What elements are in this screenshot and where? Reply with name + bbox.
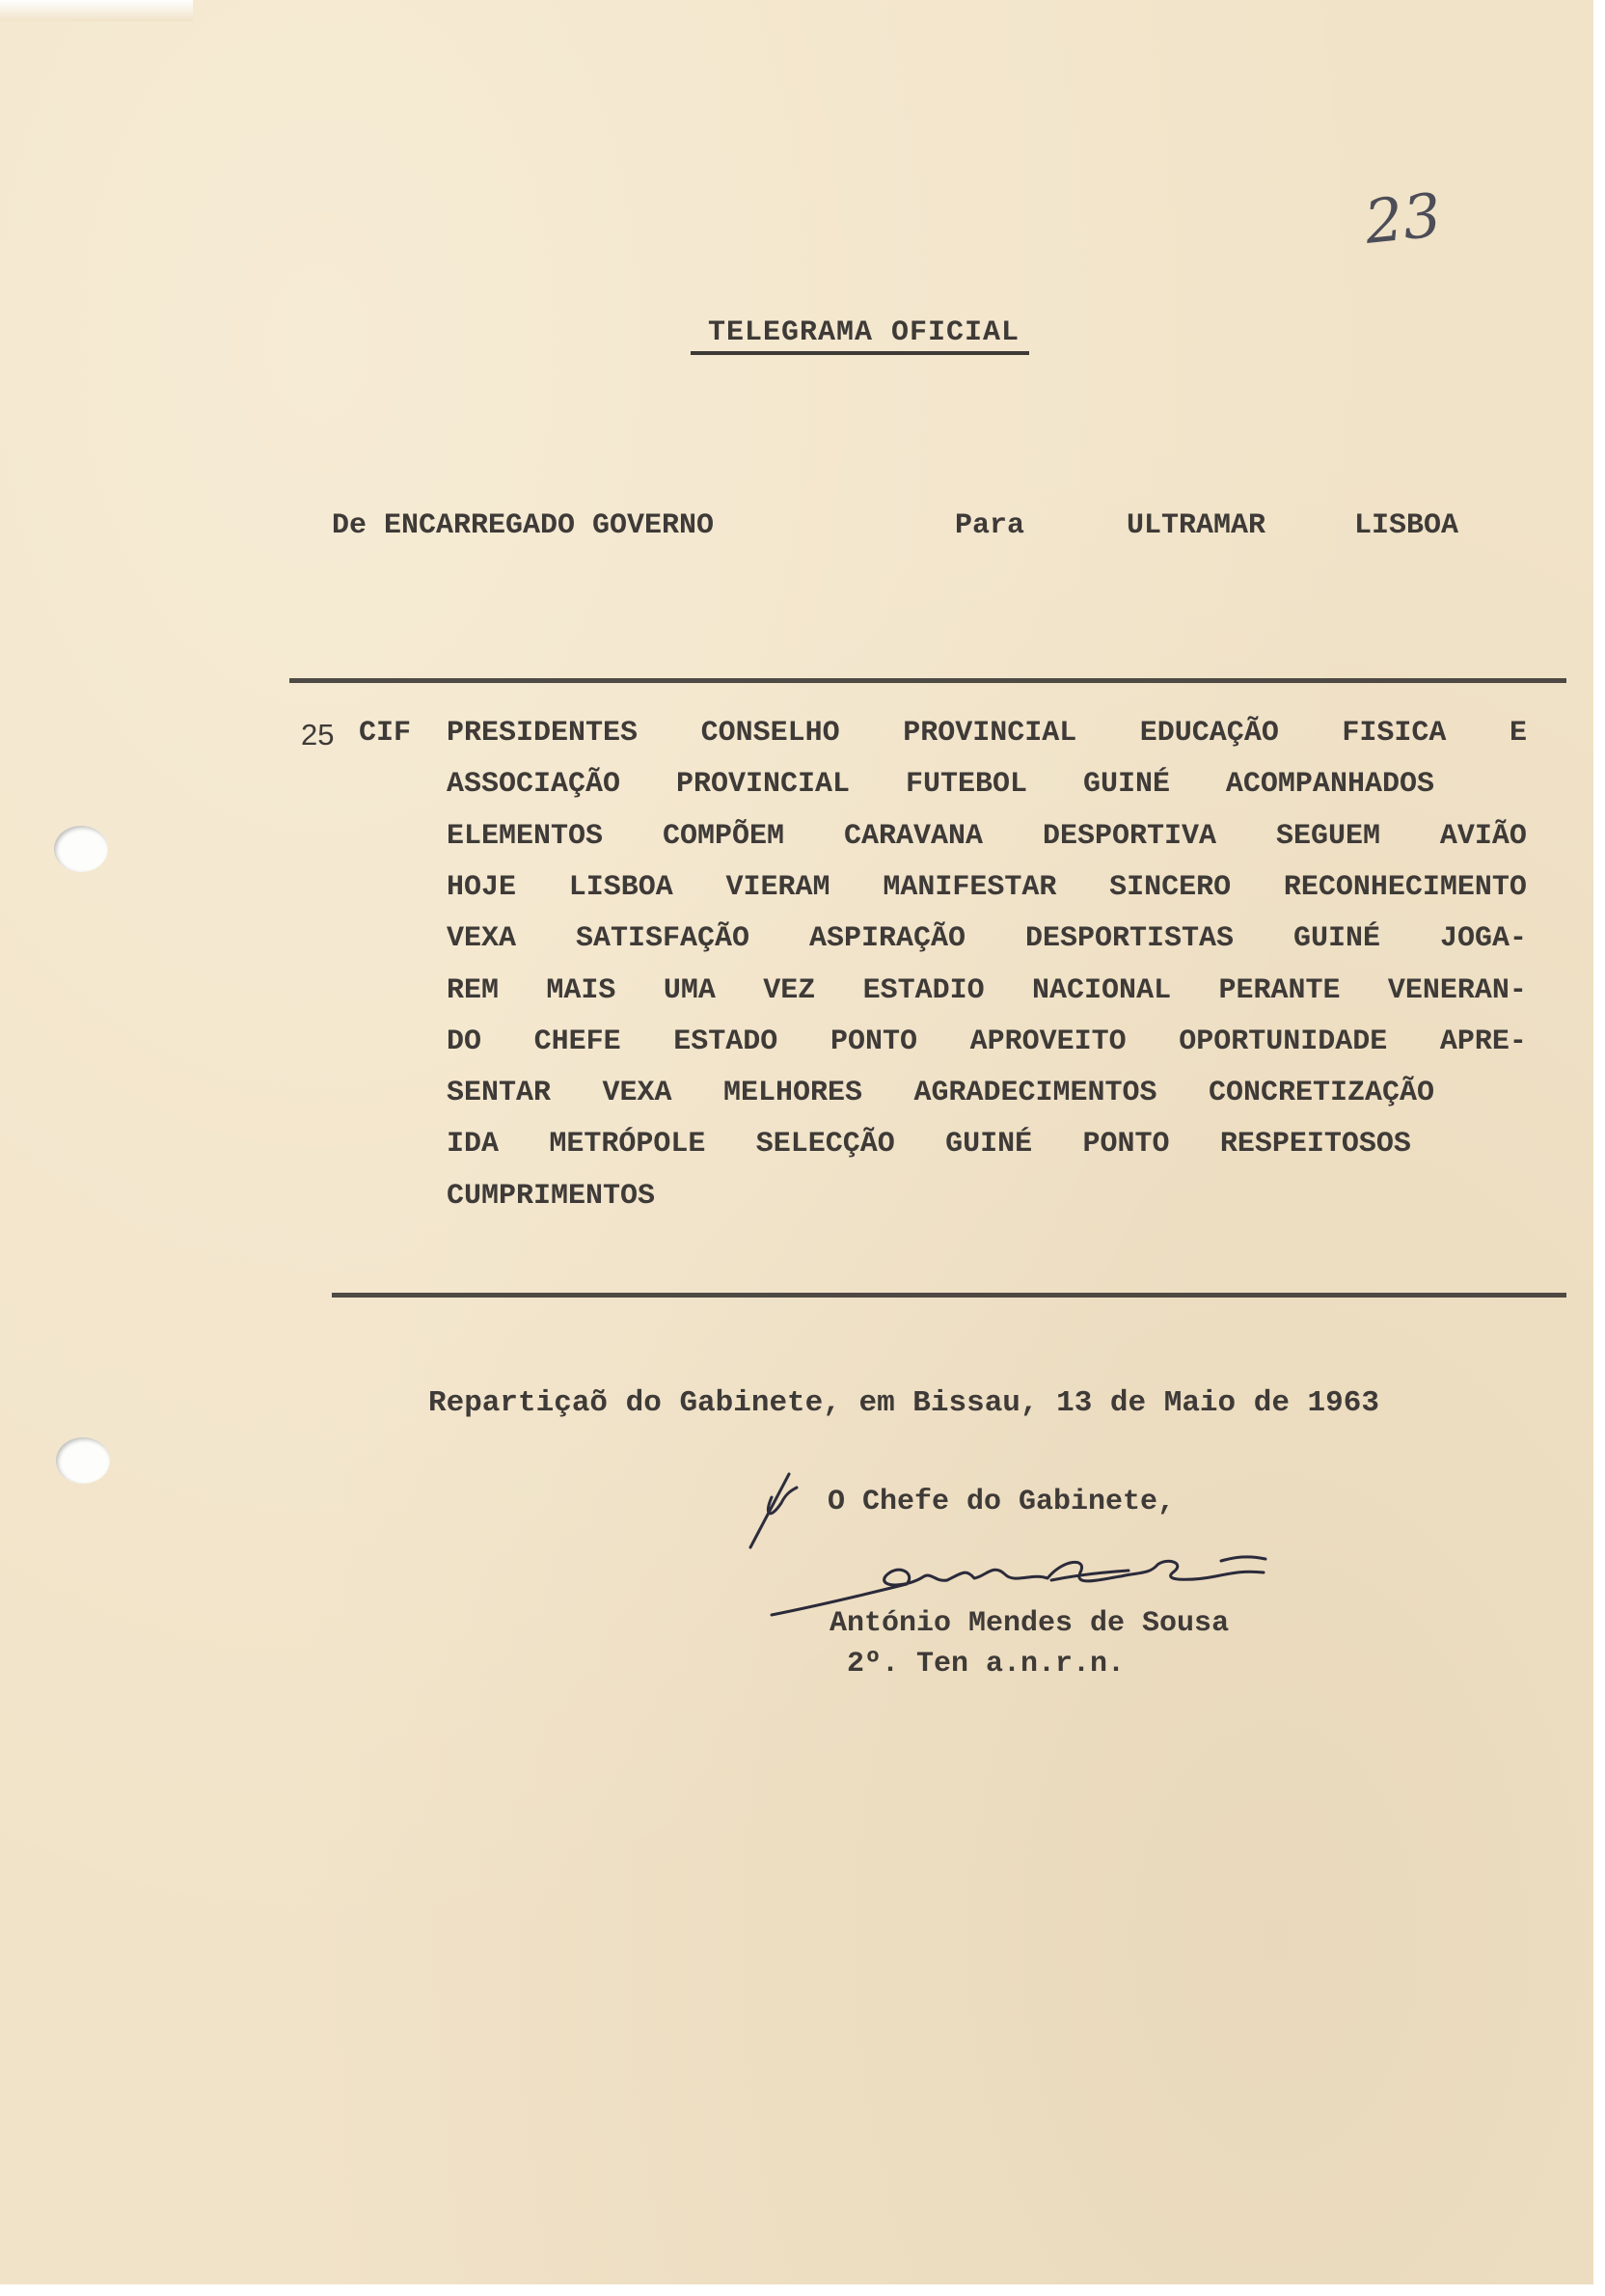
- message-word: MANIFESTAR: [883, 871, 1057, 904]
- to-label: Para: [955, 509, 1025, 542]
- message-word: ASPIRAÇÃO: [808, 922, 966, 955]
- message-word: REM: [447, 974, 500, 1007]
- folded-corner: [0, 0, 193, 21]
- message-word: MAIS: [546, 974, 616, 1007]
- message-word: GUINÉ: [1082, 768, 1170, 801]
- message-word: SATISFAÇÃO: [575, 922, 750, 955]
- message-line: [447, 717, 1527, 750]
- message-word: ESTADO: [673, 1025, 778, 1058]
- message-word: VENERAN-: [1387, 974, 1527, 1007]
- message-word: DESPORTISTAS: [1024, 922, 1235, 955]
- message-word: UMA: [663, 974, 716, 1007]
- message-number: 25: [301, 718, 335, 752]
- message-line: [447, 820, 1527, 853]
- message-word: AVIÃO: [1439, 820, 1527, 853]
- message-word: DO: [447, 1025, 482, 1058]
- message-line: [447, 974, 1527, 1007]
- message-line: [447, 1077, 1434, 1109]
- document-title: TELEGRAMA OFICIAL: [691, 316, 1029, 355]
- message-word: SEGUEM: [1275, 820, 1380, 853]
- message-word: CONCRETIZAÇÃO: [1208, 1077, 1434, 1109]
- message-line: [447, 768, 1434, 801]
- message-word: DESPORTIVA: [1042, 820, 1216, 853]
- message-word: APROVEITO: [969, 1025, 1127, 1058]
- message-word: CARAVANA: [843, 820, 983, 853]
- punch-hole: [54, 826, 108, 872]
- message-word: ELEMENTOS: [447, 820, 604, 853]
- message-word: EDUCAÇÃO: [1139, 717, 1279, 750]
- message-word: FISICA: [1342, 717, 1447, 750]
- message-word: CHEFE: [533, 1025, 621, 1058]
- message-word: HOJE: [447, 871, 517, 904]
- handwritten-page-number: 23: [1361, 179, 1445, 258]
- message-word: PROVINCIAL: [903, 717, 1077, 750]
- message-word: PRESIDENTES: [447, 717, 639, 750]
- message-word: METRÓPOLE: [549, 1128, 706, 1161]
- message-word: APRE-: [1439, 1025, 1527, 1058]
- message-word: E: [1509, 717, 1527, 750]
- message-word: NACIONAL: [1032, 974, 1172, 1007]
- message-word: IDA: [447, 1128, 500, 1161]
- message-word: AGRADECIMENTOS: [913, 1077, 1157, 1109]
- message-word: SELECÇÃO: [755, 1128, 895, 1161]
- message-word: CONSELHO: [700, 717, 840, 750]
- message-word: GUINÉ: [1293, 922, 1381, 955]
- recipient-field: ULTRAMAR: [1127, 509, 1266, 542]
- signer-name: António Mendes de Sousa: [830, 1607, 1230, 1640]
- message-prefix: CIF: [359, 717, 412, 750]
- message-word: ASSOCIAÇÃO: [447, 768, 621, 801]
- message-word: FUTEBOL: [905, 768, 1027, 801]
- header-divider: [289, 678, 1566, 683]
- signer-rank: 2º. Ten a.n.r.n.: [847, 1648, 1126, 1681]
- message-word: RESPEITOSOS: [1219, 1128, 1411, 1161]
- message-line: [447, 1025, 1527, 1058]
- message-word: CUMPRIMENTOS: [447, 1180, 656, 1213]
- message-word: LISBOA: [568, 871, 673, 904]
- message-word: VEZ: [763, 974, 816, 1007]
- recipient-city: LISBOA: [1354, 509, 1459, 542]
- message-word: VEXA: [602, 1077, 672, 1109]
- message-line: [447, 922, 1527, 955]
- message-word: ACOMPANHADOS: [1225, 768, 1434, 801]
- message-word: PROVINCIAL: [675, 768, 851, 801]
- message-word: OPORTUNIDADE: [1179, 1025, 1388, 1058]
- message-line: [447, 871, 1527, 904]
- message-word: COMPÕEM: [662, 820, 785, 853]
- chief-title: O Chefe do Gabinete,: [828, 1486, 1176, 1518]
- message-word: JOGA-: [1439, 922, 1527, 955]
- message-word: MELHORES: [722, 1077, 862, 1109]
- message-word: SINCERO: [1109, 871, 1232, 904]
- message-word: VIERAM: [725, 871, 830, 904]
- message-line: [447, 1180, 655, 1213]
- message-word: SENTAR: [447, 1077, 552, 1109]
- punch-hole: [56, 1437, 110, 1484]
- footer-divider: [332, 1293, 1566, 1298]
- message-word: PERANTE: [1218, 974, 1341, 1007]
- message-word: ESTADIO: [862, 974, 985, 1007]
- message-word: PONTO: [1082, 1128, 1170, 1161]
- dateline: Repartiçaõ do Gabinete, em Bissau, 13 de Maio de 1963: [428, 1386, 1379, 1420]
- message-word: GUINÉ: [945, 1128, 1033, 1161]
- sender-field: De ENCARREGADO GOVERNO: [332, 509, 715, 542]
- message-word: RECONHECIMENTO: [1283, 871, 1527, 904]
- message-line: [447, 1128, 1411, 1161]
- message-word: PONTO: [830, 1025, 917, 1058]
- message-word: VEXA: [447, 922, 517, 955]
